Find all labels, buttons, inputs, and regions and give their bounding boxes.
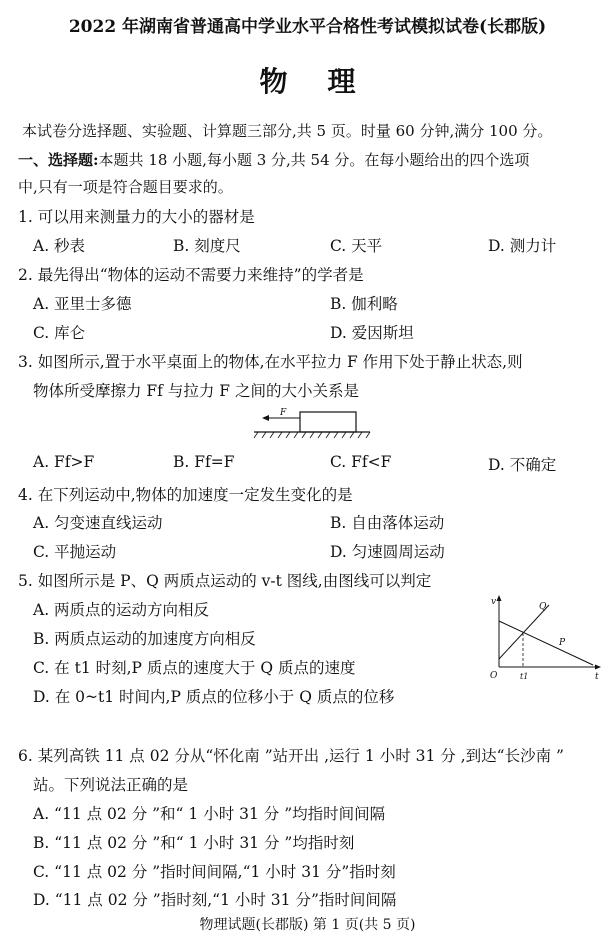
question-3-stem-line-2: 物体所受摩擦力 Ff 与拉力 F 之间的大小关系是 — [33, 382, 359, 400]
question-6-stem-line-1: 6. 某列高铁 11 点 02 分从“怀化南 ”站开出 ,运行 1 小时 31 分 ,到达“长沙南 ” — [18, 747, 564, 765]
question-5-option-a: A. 两质点的运动方向相反 — [33, 601, 210, 619]
exam-title: 2022 年湖南省普通高中学业水平合格性考试模拟试卷(长郡版) — [68, 17, 547, 37]
question-3-stem-line-1: 3. 如图所示,置于水平桌面上的物体,在水平拉力 F 作用下处于静止状态,则 — [18, 353, 523, 371]
subject-title: 物理 — [259, 65, 396, 98]
question-3-option-d: D. 不确定 — [488, 456, 557, 474]
section-1-label: 一、选择题: — [18, 151, 99, 169]
question-4-option-c: C. 平抛运动 — [33, 543, 117, 561]
question-6-option-b: B. “11 点 02 分 ”和“ 1 小时 31 分 ”均指时刻 — [33, 834, 355, 852]
question-6-option-c: C. “11 点 02 分 ”指时间间隔,“1 小时 31 分”指时刻 — [33, 863, 396, 881]
question-4-stem: 4. 在下列运动中,物体的加速度一定发生变化的是 — [18, 486, 353, 504]
question-1-option-b: B. 刻度尺 — [173, 237, 241, 255]
question-1-stem: 1. 可以用来测量力的大小的器材是 — [18, 208, 255, 226]
question-4-option-d: D. 匀速圆周运动 — [330, 543, 445, 561]
question-5-option-b: B. 两质点运动的加速度方向相反 — [33, 630, 256, 648]
vt-graph-p-label: P — [559, 638, 566, 648]
question-6-option-d: D. “11 点 02 分 ”指时刻,“1 小时 31 分”指时间间隔 — [33, 891, 397, 909]
question-1-option-d: D. 测力计 — [488, 237, 557, 255]
vt-graph-q-label: Q — [539, 602, 547, 612]
section-1-heading — [18, 150, 529, 170]
question-4-option-b: B. 自由落体运动 — [330, 514, 445, 532]
question-3-option-c: C. Ff<F — [330, 453, 392, 471]
vt-graph-t1-label: t1 — [520, 672, 529, 681]
vt-graph-v-label: v — [491, 597, 497, 607]
question-4-option-a: A. 匀变速直线运动 — [33, 514, 163, 532]
force-label: F — [280, 408, 287, 418]
question-3-option-a: A. Ff>F — [33, 453, 95, 471]
question-1-option-a: A. 秒表 — [33, 237, 86, 255]
force-diagram-figure — [252, 408, 372, 442]
question-5-option-d: D. 在 0~t1 时间内,P 质点的位移小于 Q 质点的位移 — [33, 688, 395, 706]
question-6-option-a: A. “11 点 02 分 ”和“ 1 小时 31 分 ”均指时间间隔 — [33, 805, 386, 823]
vt-graph-origin-label: O — [490, 671, 498, 681]
section-1-desc: 本题共 18 小题,每小题 3 分,共 54 分。在每小题给出的四个选项 — [98, 151, 530, 169]
section-1-desc-2: 中,只有一项是符合题目要求的。 — [18, 178, 233, 196]
question-5-stem: 5. 如图所示是 P、Q 两质点运动的 v-t 图线,由图线可以判定 — [18, 572, 432, 590]
question-2-option-d: D. 爱因斯坦 — [330, 324, 414, 342]
question-5-option-c: C. 在 t1 时刻,P 质点的速度大于 Q 质点的速度 — [33, 659, 356, 677]
vt-graph-t-label: t — [595, 672, 599, 681]
intro-text: 本试卷分选择题、实验题、计算题三部分,共 5 页。时量 60 分钟,满分 100 分。 — [22, 122, 553, 140]
question-1-option-c: C. 天平 — [330, 237, 383, 255]
question-2-option-b: B. 伽利略 — [330, 295, 398, 313]
question-6-stem-line-2: 站。下列说法正确的是 — [33, 776, 189, 794]
question-2-stem: 2. 最先得出“物体的运动不需要力来维持”的学者是 — [18, 266, 364, 284]
question-3-option-b: B. Ff=F — [173, 453, 235, 471]
question-2-option-c: C. 库仑 — [33, 324, 86, 342]
question-2-option-a: A. 亚里士多德 — [33, 295, 132, 313]
vt-graph-figure — [487, 593, 602, 681]
page-footer: 物理试题(长郡版) 第 1 页(共 5 页) — [199, 917, 416, 933]
